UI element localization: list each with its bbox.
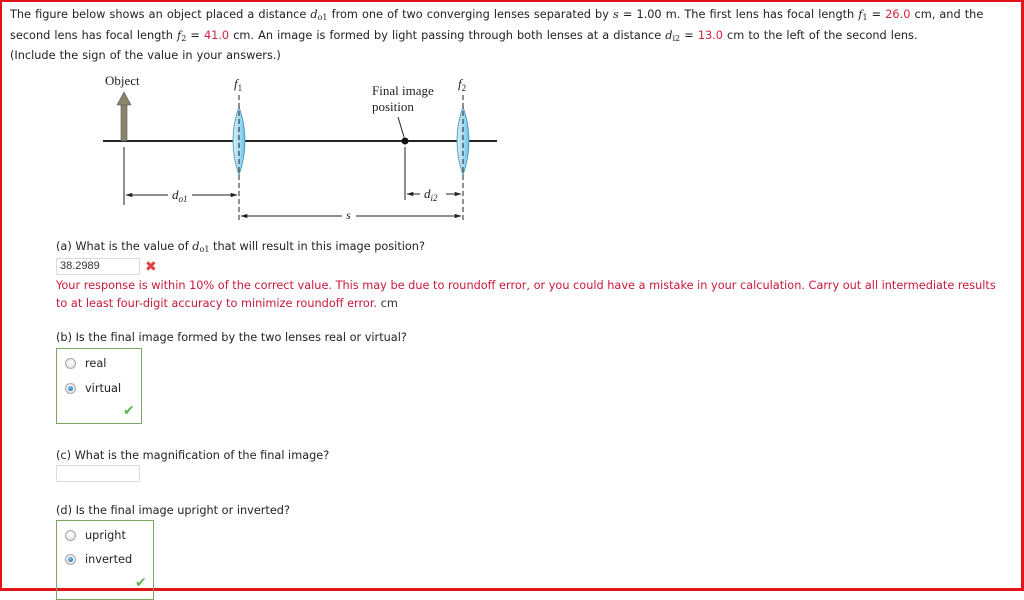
f1-value: 26.0 [885,8,911,21]
object-arrow-icon [117,92,131,141]
correct-check-icon: ✔ [123,403,135,419]
svg-text:do1: $d_{o1}$ [172,187,188,204]
option-inverted[interactable]: inverted [65,553,132,566]
option-upright[interactable]: upright [65,529,126,542]
feedback-a: Your response is within 10% of the correct value. This may be due to roundoff error, or you could have a mistake in your calculation. Carry out all intermediate results to at least four-digit accuracy to minimize roundoff error. cm [56,279,996,310]
final-image-dot-icon [402,138,409,145]
unit-label: cm [380,296,398,310]
svg-text:position: position [372,99,414,114]
answer-a-input[interactable]: 38.2989 [56,258,140,275]
svg-text:Final image: Final image [372,83,434,98]
radio-virtual-selected[interactable] [65,383,76,394]
lens-1-icon [233,95,245,220]
question-a: (a) What is the value of $d_{o1}$ that will result in this image position? [56,240,425,254]
svg-text:f2: $f_2$ [458,76,467,93]
di2-variable: $d_{i2}$ [665,28,681,43]
svg-text:di2: $d_{i2}$ [424,186,438,203]
svg-text:s: s [346,208,351,222]
radio-real[interactable] [65,358,76,369]
question-d: (d) Is the final image upright or inverted? [56,504,290,517]
f2-value: 41.0 [203,28,230,42]
di2-value: 13.0 [697,28,723,42]
f1-variable: $f_1$ [858,8,868,22]
lens-2-icon [457,95,469,220]
problem-statement: The figure below shows an object placed a distance $d_{o1}$ from one of two converging lenses separated by s = 1.00 m. The first lens has focal length $f_1 = 26.0$ cm, and the second lens has focal length $f_2 = 41.0$ cm. An image is formed by light passing through both lenses at a distance $d_{i2} = 13.0$ cm to the left of the second lens. (Include the sign of the value in your answers.) [10,8,984,62]
choice-group-b [56,348,142,424]
radio-inverted-selected[interactable] [65,554,76,565]
f2-variable: $f_2$ [177,28,187,43]
svg-text:Object: Object [105,73,140,88]
two-lens-diagram [96,70,506,230]
choice-group-d [56,520,154,600]
question-c: (c) What is the magnification of the final image? [56,449,330,462]
question-b: (b) Is the final image formed by the two lenses real or virtual? [56,331,407,344]
option-virtual[interactable]: virtual [65,382,121,395]
answer-c-input[interactable] [56,465,140,482]
s-variable: s [613,8,619,21]
correct-check-icon: ✔ [135,575,147,591]
svg-text:f1: $f_1$ [234,76,243,93]
radio-upright[interactable] [65,530,76,541]
sign-note: (Include the sign of the value in your answers.) [10,49,281,62]
do1-variable: $d_{o1}$ [310,8,328,22]
intro-text: The figure below shows an object placed a distance [10,8,311,21]
incorrect-x-icon: ✖ [145,259,157,275]
option-real[interactable]: real [65,357,106,370]
